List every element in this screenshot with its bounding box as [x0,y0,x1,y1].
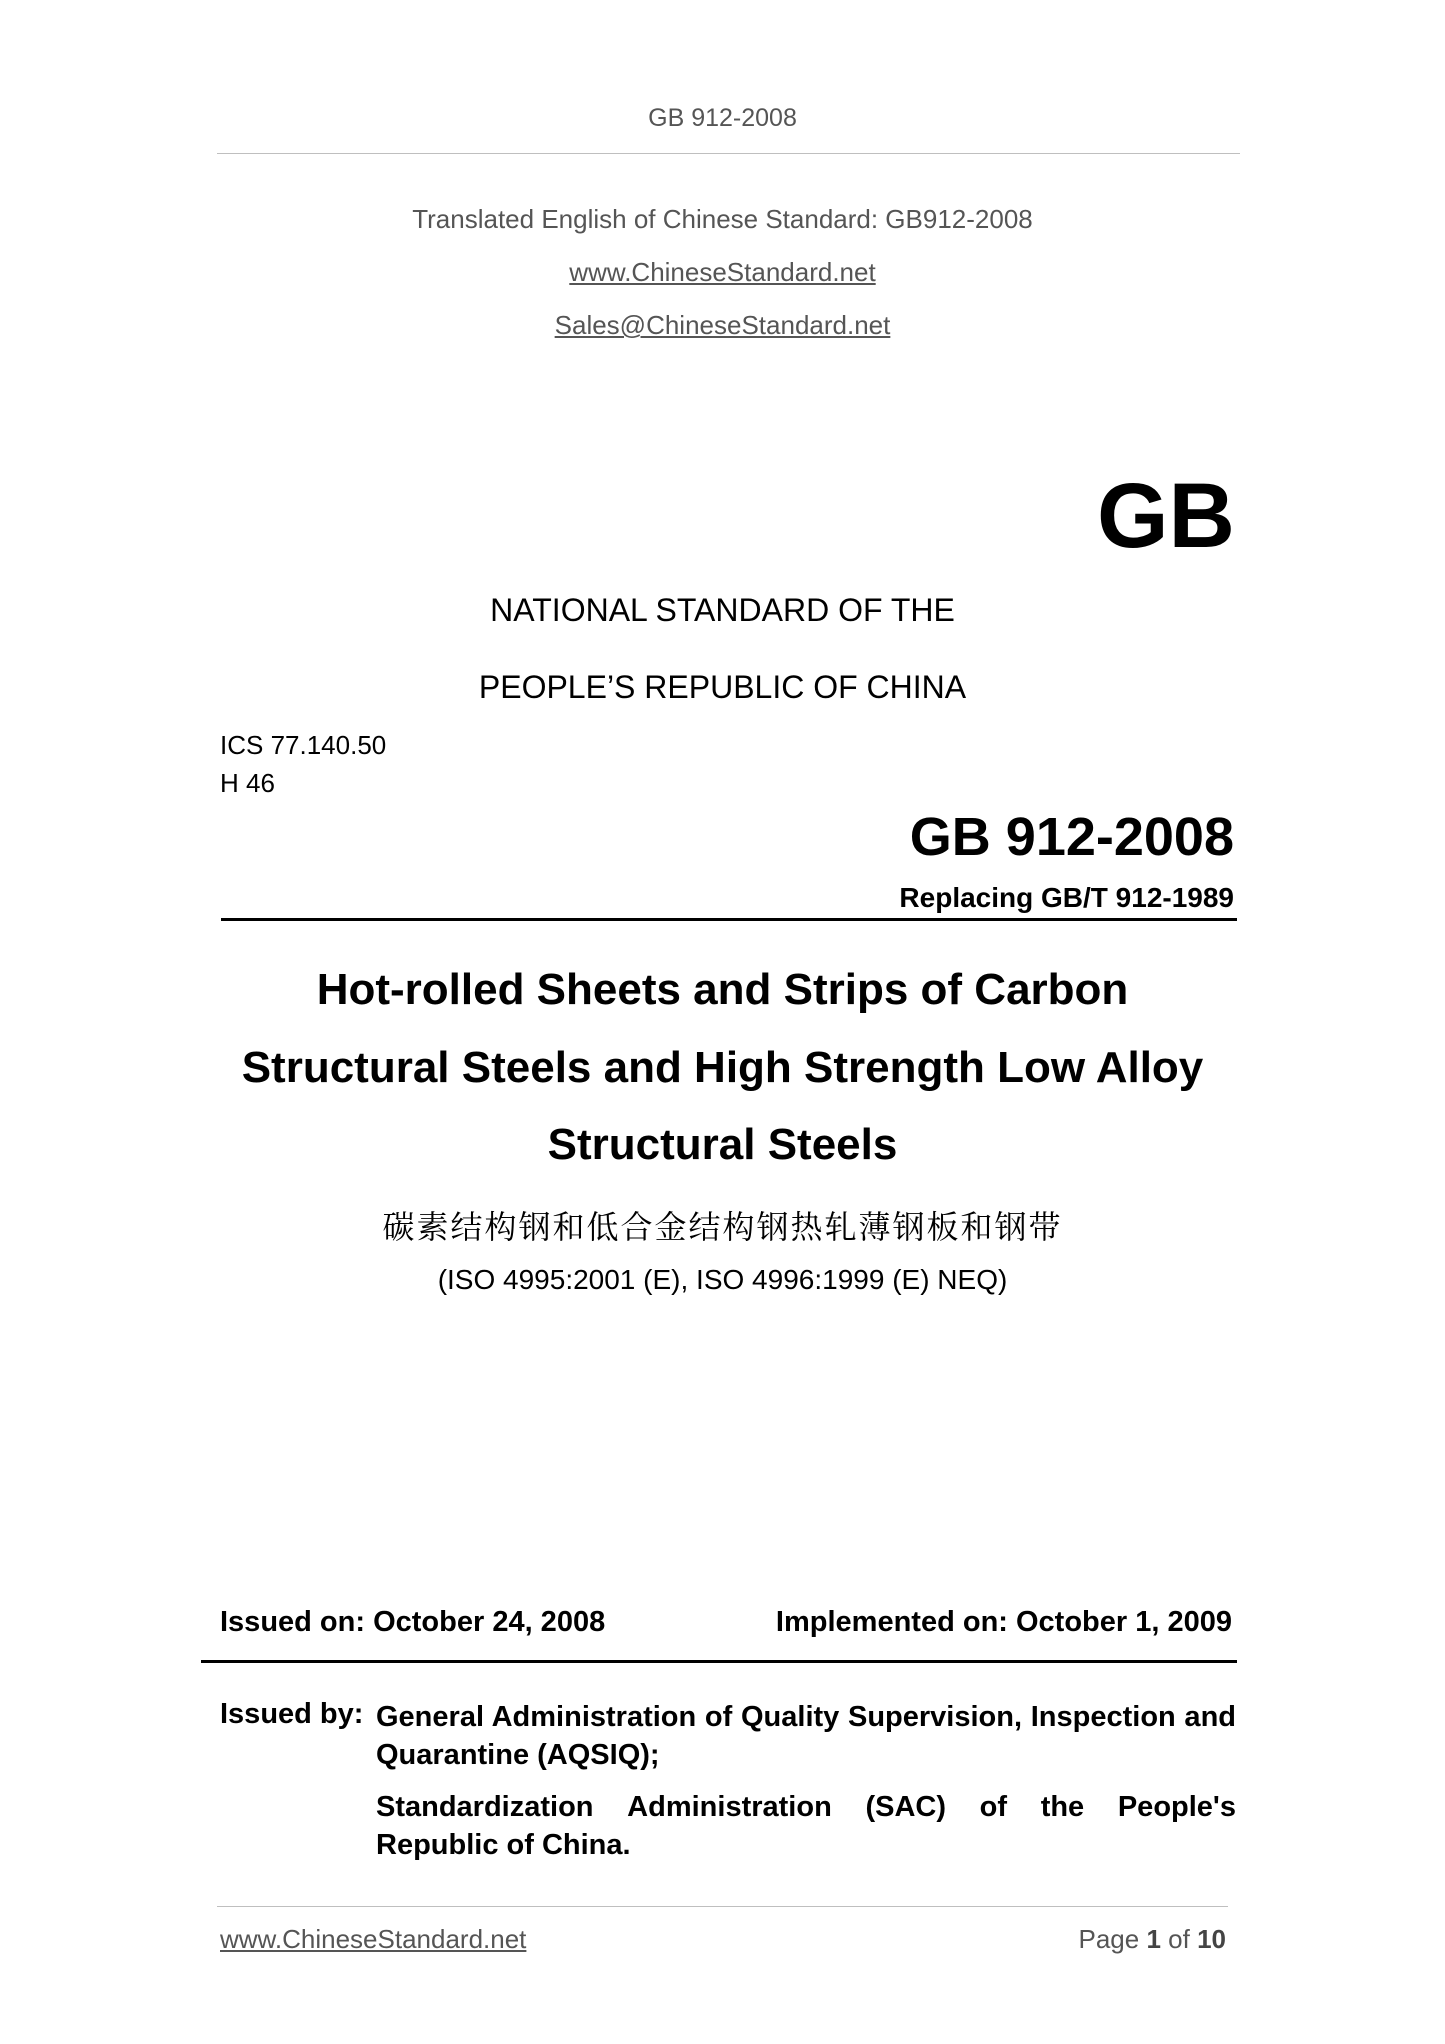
translation-notice: Translated English of Chinese Standard: GB912-2008 [412,204,1033,234]
org2-word: People's [1117,1791,1236,1823]
issuing-organization-1: General Administration of Quality Supervision, Inspection and Quarantine (AQSIQ); [376,1701,1236,1771]
org2-word: (SAC) [865,1791,946,1823]
national-standard-line-2: PEOPLE’S REPUBLIC OF CHINA [478,669,967,705]
title-divider [221,918,1237,921]
footer-website [220,1924,526,1955]
replacing-standard: Replacing GB/T 912-1989 [899,882,1234,913]
org2-word: Administration [627,1791,832,1823]
issued-by-label: Issued by: [220,1698,364,1730]
standard-number: GB 912-2008 [909,807,1234,867]
classification-code: H 46 [220,768,275,798]
page-total: 10 [1197,1924,1226,1954]
gb-logo: GB [1097,465,1235,567]
national-standard-line-1: NATIONAL STANDARD OF THE [490,592,955,628]
page-current: 1 [1146,1924,1161,1954]
issuing-organization-2-line-2: Republic of China. [376,1829,631,1861]
org2-word: the [1040,1791,1085,1823]
email-link[interactable]: Sales@ChineseStandard.net [554,310,891,340]
issuing-organizations [376,1698,1236,1864]
email-line [0,310,1445,341]
issuing-organization-2-line-1 [376,1788,1236,1826]
page-indicator [1078,1924,1226,1955]
chinese-title: 碳素结构钢和低合金结构钢热轧薄钢板和钢带 [382,1208,1063,1246]
document-title-line-2: Structural Steels and High Strength Low Alloy [241,1043,1204,1092]
iso-reference: (ISO 4995:2001 (E), ISO 4996:1999 (E) NEQ) [437,1264,1008,1295]
org2-word: of [979,1791,1008,1823]
document-title-line-3: Structural Steels [547,1120,898,1169]
ics-code: ICS 77.140.50 [220,730,387,760]
document-title-line-1: Hot-rolled Sheets and Strips of Carbon [316,965,1129,1014]
issued-on-date: Issued on: October 24, 2008 [220,1606,606,1638]
footer-divider [217,1906,1228,1907]
running-header: GB 912-2008 [648,104,797,132]
org2-word: Standardization [376,1791,594,1823]
website-link[interactable]: www.ChineseStandard.net [569,257,876,287]
website-line [0,257,1445,288]
implemented-on-date: Implemented on: October 1, 2009 [775,1606,1232,1638]
header-divider [217,153,1240,154]
issuing-organization-2 [376,1788,1236,1864]
page-prefix: Page [1078,1924,1140,1954]
footer-website-link[interactable]: www.ChineseStandard.net [220,1924,527,1954]
dates-divider [201,1660,1237,1663]
page-of: of [1168,1924,1190,1954]
